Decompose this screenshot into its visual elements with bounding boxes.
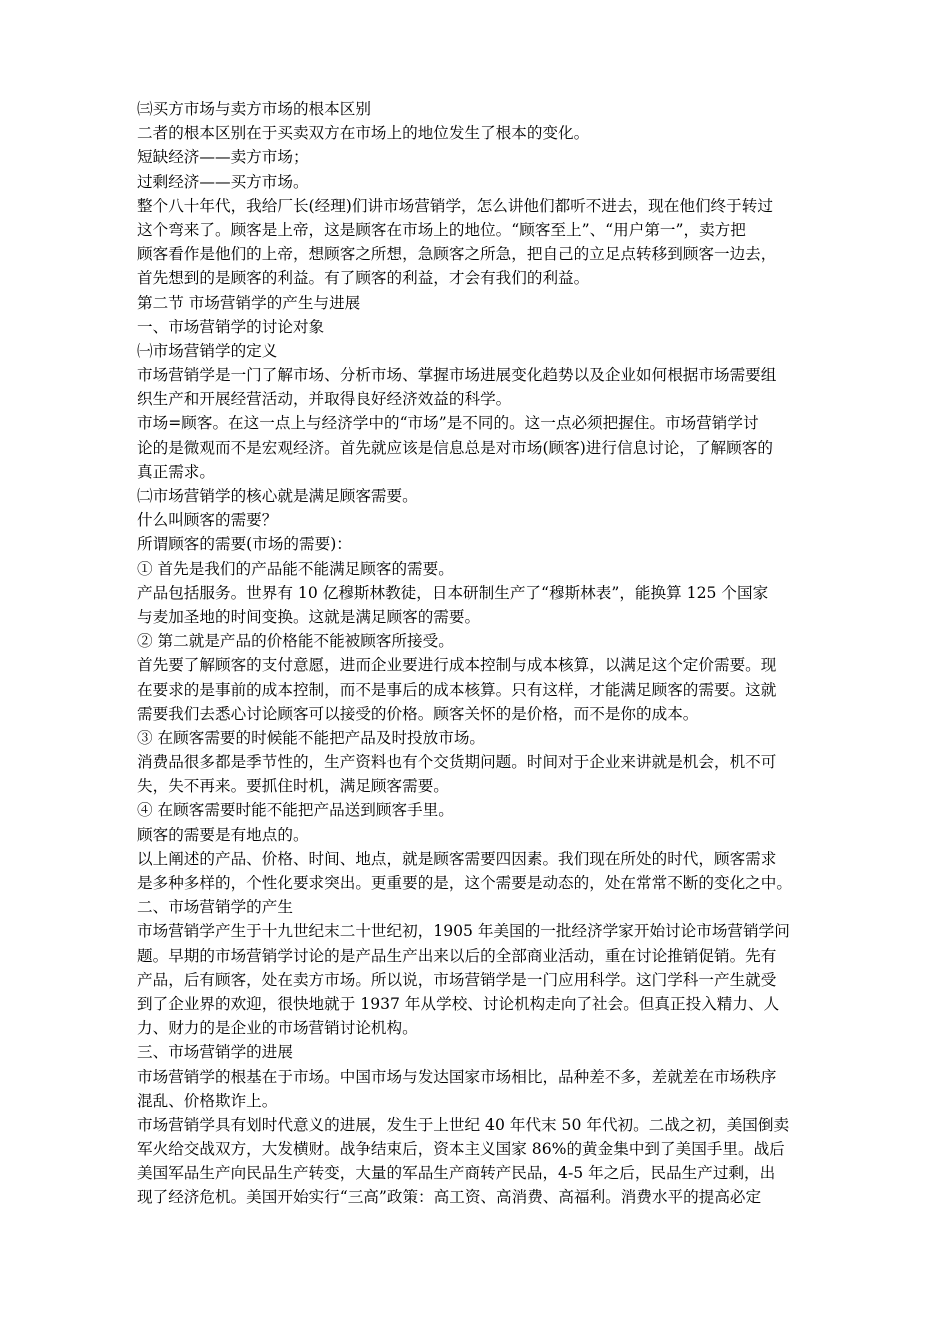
text-line: 需要我们去悉心讨论顾客可以接受的价格。顾客关怀的是价格，而不是你的成本。 xyxy=(137,704,699,723)
text-line: 美国军品生产向民品生产转变，大量的军品生产商转产民品，4-5 年之后，民品生产过剩，出 xyxy=(137,1164,776,1183)
text-line: 过剩经济——买方市场。 xyxy=(137,172,309,191)
text-line: 失，失不再来。要抓住时机，满足顾客需要。 xyxy=(137,777,449,796)
text-line: 题。早期的市场营销学讨论的是产品生产出来以后的全部商业活动，重在讨论推销促销。先有 xyxy=(137,946,777,965)
text-line: 到了企业界的欢迎，很快地就于 1937 年从学校、讨论机构走向了社会。但真正投入精力、人 xyxy=(137,994,780,1013)
text-line: 织生产和开展经营活动，并取得良好经济效益的科学。 xyxy=(137,390,512,409)
text-line: 现了经济危机。美国开始实行“三高”政策：高工资、高消费、高福利。消费水平的提高必定 xyxy=(137,1188,762,1207)
text-line: 顾客的需要是有地点的。 xyxy=(137,825,309,844)
text-line: ④ 在顾客需要时能不能把产品送到顾客手里。 xyxy=(137,801,454,820)
text-line: 二者的根本区别在于买卖双方在市场上的地位发生了根本的变化。 xyxy=(137,124,590,143)
text-line: 所谓顾客的需要(市场的需要)： xyxy=(137,535,352,554)
text-line: 首先要了解顾客的支付意愿，进而企业要进行成本控制与成本核算，以满足这个定价需要。现 xyxy=(137,656,777,675)
text-line: 整个八十年代，我给厂长(经理)们讲市场营销学，怎么讲他们都听不进去，现在他们终于转过 xyxy=(137,196,773,215)
text-line: 市场营销学的根基在于市场。中国市场与发达国家市场相比，品种差不多，差就差在市场秩序 xyxy=(137,1067,777,1086)
subsection-heading: 三、市场营销学的进展 xyxy=(137,1043,293,1062)
subsection-heading: 一、市场营销学的讨论对象 xyxy=(137,317,325,336)
text-line: ③ 在顾客需要的时候能不能把产品及时投放市场。 xyxy=(137,728,486,747)
text-line: 是多种多样的，个性化要求突出。更重要的是，这个需要是动态的，处在常常不断的变化之中。 xyxy=(137,874,792,892)
text-line: 市场=顾客。在这一点上与经济学中的“市场”是不同的。这一点必须把握住。市场营销学讨 xyxy=(137,414,759,433)
text-line: ㈢买方市场与卖方市场的根本区别 xyxy=(137,100,371,118)
text-line: 产品包括服务。世界有 10 亿穆斯林教徒，日本研制生产了“穆斯林表”，能换算 125 个国家 xyxy=(137,583,769,602)
text-line: 什么叫顾客的需要？ xyxy=(137,511,278,530)
text-line: 在要求的是事前的成本控制，而不是事后的成本核算。只有这样，才能满足顾客的需要。这就 xyxy=(137,680,777,699)
text-line: 短缺经济——卖方市场； xyxy=(137,148,309,167)
text-line: 与麦加圣地的时间变换。这就是满足顾客的需要。 xyxy=(137,607,481,626)
text-line: 顾客看作是他们的上帝，想顾客之所想，急顾客之所急，把自己的立足点转移到顾客一边去， xyxy=(137,245,777,264)
text-line: ① 首先是我们的产品能不能满足顾客的需要。 xyxy=(137,559,454,578)
document-page xyxy=(137,97,867,1210)
text-line: 这个弯来了。顾客是上帝，这是顾客在市场上的地位。“顾客至上”、“用户第一”，卖方把 xyxy=(137,220,746,239)
text-line: ② 第二就是产品的价格能不能被顾客所接受。 xyxy=(137,632,454,651)
text-line: 力、财力的是企业的市场营销讨论机构。 xyxy=(137,1019,418,1038)
text-line: 产品，后有顾客，处在卖方市场。所以说，市场营销学是一门应用科学。这门学科一产生就受 xyxy=(137,970,777,989)
text-line: 市场营销学具有划时代意义的进展，发生于上世纪 40 年代末 50 年代初。二战之初，美国倒卖 xyxy=(137,1115,790,1134)
text-line: 消费品很多都是季节性的，生产资料也有个交货期问题。时间对于企业来讲就是机会，机不可 xyxy=(137,753,777,772)
text-line: 市场营销学产生于十九世纪末二十世纪初，1905 年美国的一批经济学家开始讨论市场营销学问 xyxy=(137,922,790,941)
text-line: 真正需求。 xyxy=(137,462,215,481)
text-line: ㈠市场营销学的定义 xyxy=(137,341,278,360)
text-line: 首先想到的是顾客的利益。有了顾客的利益，才会有我们的利益。 xyxy=(137,269,590,288)
section-heading: 第二节 市场营销学的产生与进展 xyxy=(137,293,361,312)
text-line: 军火给交战双方，大发横财。战争结束后，资本主义国家 86%的黄金集中到了美国手里。战后 xyxy=(137,1140,785,1159)
subsection-heading: 二、市场营销学的产生 xyxy=(137,898,293,917)
text-line: 论的是微观而不是宏观经济。首先就应该是信息总是对市场(顾客)进行信息讨论，了解顾客的 xyxy=(137,438,773,457)
text-line: ㈡市场营销学的核心就是满足顾客需要。 xyxy=(137,487,418,505)
text-line: 混乱、价格欺诈上。 xyxy=(137,1091,278,1110)
text-line: 市场营销学是一门了解市场、分析市场、掌握市场进展变化趋势以及企业如何根据市场需要组 xyxy=(137,366,777,385)
text-line: 以上阐述的产品、价格、时间、地点，就是顾客需要四因素。我们现在所处的时代，顾客需求 xyxy=(137,849,777,868)
